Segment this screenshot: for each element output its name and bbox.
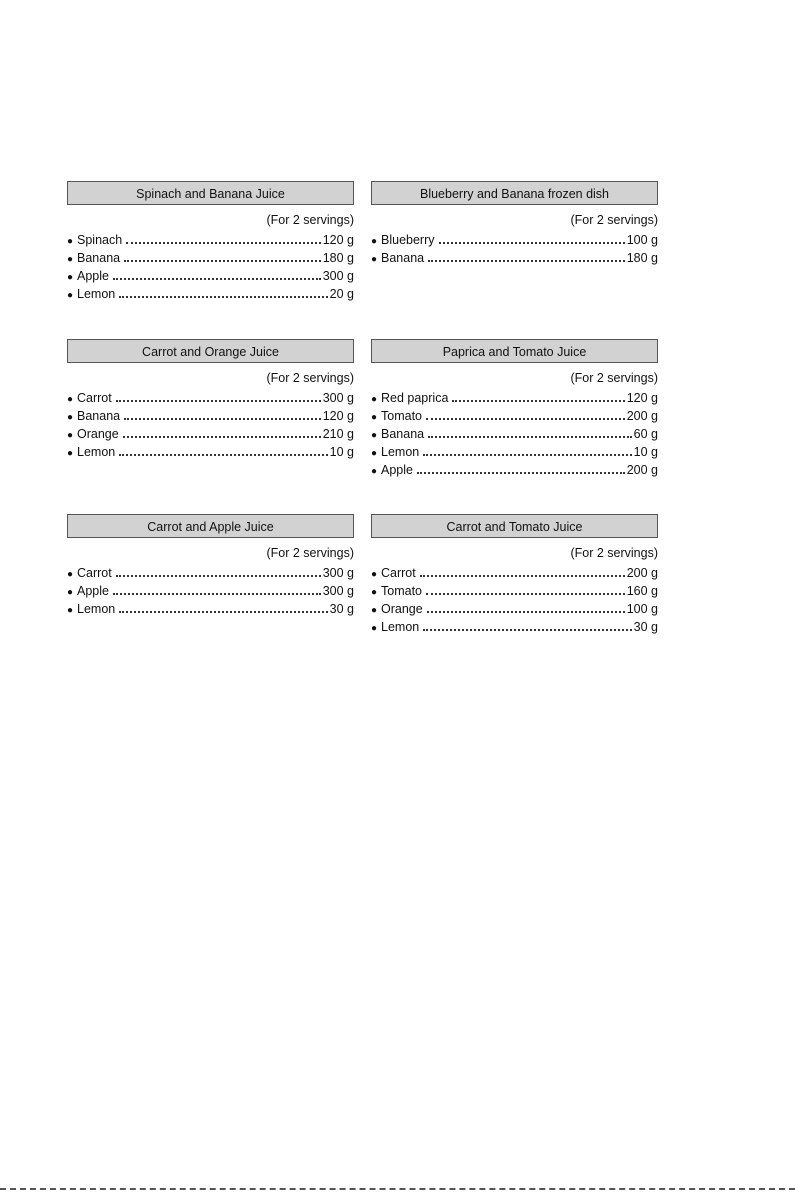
recipe-title: Blueberry and Banana frozen dish — [371, 181, 658, 205]
dot-leader — [439, 241, 625, 244]
dot-leader — [119, 295, 327, 298]
dot-leader — [124, 417, 321, 420]
dot-leader — [428, 259, 625, 262]
bullet-icon: ● — [67, 236, 74, 247]
ingredient-amount: 120 g — [626, 391, 658, 405]
ingredient-item — [371, 584, 658, 602]
bullet-icon: ● — [371, 236, 378, 247]
bullet-icon: ● — [371, 569, 378, 580]
ingredient-name: Carrot — [77, 566, 112, 580]
ingredient-name: Red paprica — [381, 391, 449, 405]
recipe-title: Carrot and Orange Juice — [67, 339, 354, 363]
bullet-icon: ● — [371, 430, 378, 441]
ingredient-name: Orange — [77, 427, 119, 441]
ingredient-item — [67, 233, 354, 251]
ingredient-name: Apple — [381, 463, 413, 477]
recipe-title: Paprica and Tomato Juice — [371, 339, 658, 363]
ingredient-name: Apple — [77, 584, 109, 598]
dot-leader — [124, 259, 321, 262]
ingredient-item — [371, 620, 658, 638]
ingredient-amount: 160 g — [626, 584, 658, 598]
ingredient-amount: 180 g — [626, 251, 658, 265]
servings-note: (For 2 servings) — [266, 371, 354, 385]
servings-note: (For 2 servings) — [266, 546, 354, 560]
ingredient-name: Blueberry — [381, 233, 435, 247]
bullet-icon: ● — [371, 254, 378, 265]
dot-leader — [420, 574, 625, 577]
bullet-icon: ● — [67, 290, 74, 301]
servings-note: (For 2 servings) — [266, 213, 354, 227]
bullet-icon: ● — [67, 254, 74, 265]
bullet-icon: ● — [371, 412, 378, 423]
ingredient-item — [371, 391, 658, 409]
dot-leader — [452, 399, 624, 402]
recipe-card — [371, 181, 658, 269]
ingredient-name: Tomato — [381, 584, 422, 598]
ingredient-name: Banana — [77, 409, 121, 423]
ingredient-item — [67, 287, 354, 305]
ingredient-name: Lemon — [77, 287, 116, 301]
ingredient-name: Banana — [77, 251, 121, 265]
bullet-icon: ● — [67, 412, 74, 423]
ingredient-amount: 200 g — [626, 409, 658, 423]
ingredient-list — [67, 233, 354, 305]
ingredient-name: Carrot — [77, 391, 112, 405]
ingredient-item — [371, 463, 658, 481]
ingredient-name: Tomato — [381, 409, 422, 423]
dot-leader — [116, 574, 321, 577]
ingredient-item — [371, 409, 658, 427]
dot-leader — [428, 435, 632, 438]
dot-leader — [113, 592, 321, 595]
ingredient-item — [371, 566, 658, 584]
bullet-icon: ● — [67, 569, 74, 580]
recipe-card — [67, 339, 354, 463]
bullet-icon: ● — [371, 448, 378, 459]
ingredient-amount: 300 g — [322, 584, 354, 598]
page-bottom-rule — [0, 1188, 795, 1190]
ingredient-item — [371, 427, 658, 445]
ingredient-name: Lemon — [381, 620, 420, 634]
ingredient-amount: 100 g — [626, 233, 658, 247]
dot-leader — [423, 628, 631, 631]
bullet-icon: ● — [67, 272, 74, 283]
ingredient-item — [67, 269, 354, 287]
ingredient-amount: 180 g — [322, 251, 354, 265]
ingredient-amount: 30 g — [633, 620, 658, 634]
dot-leader — [126, 241, 321, 244]
bullet-icon: ● — [67, 448, 74, 459]
dot-leader — [426, 417, 625, 420]
dot-leader — [113, 277, 321, 280]
ingredient-item — [67, 391, 354, 409]
ingredient-amount: 300 g — [322, 269, 354, 283]
ingredient-amount: 120 g — [322, 409, 354, 423]
ingredient-amount: 10 g — [633, 445, 658, 459]
recipe-title: Spinach and Banana Juice — [67, 181, 354, 205]
ingredient-amount: 210 g — [322, 427, 354, 441]
ingredient-item — [371, 251, 658, 269]
bullet-icon: ● — [371, 466, 378, 477]
ingredient-name: Orange — [381, 602, 423, 616]
ingredient-amount: 120 g — [322, 233, 354, 247]
recipe-card — [371, 514, 658, 638]
recipe-card — [371, 339, 658, 481]
ingredient-item — [371, 602, 658, 620]
dot-leader — [427, 610, 625, 613]
ingredient-item — [67, 409, 354, 427]
ingredient-name: Carrot — [381, 566, 416, 580]
ingredient-item — [67, 602, 354, 620]
ingredient-list — [67, 566, 354, 620]
ingredient-list — [371, 566, 658, 638]
bullet-icon: ● — [371, 587, 378, 598]
ingredient-item — [371, 445, 658, 463]
bullet-icon: ● — [67, 587, 74, 598]
recipe-title: Carrot and Apple Juice — [67, 514, 354, 538]
recipe-card — [67, 181, 354, 305]
ingredient-amount: 20 g — [329, 287, 354, 301]
ingredient-amount: 10 g — [329, 445, 354, 459]
dot-leader — [123, 435, 321, 438]
ingredient-item — [67, 445, 354, 463]
dot-leader — [426, 592, 625, 595]
servings-note: (For 2 servings) — [570, 371, 658, 385]
ingredient-amount: 300 g — [322, 566, 354, 580]
bullet-icon: ● — [67, 394, 74, 405]
ingredient-item — [67, 251, 354, 269]
ingredient-amount: 60 g — [633, 427, 658, 441]
ingredient-item — [67, 427, 354, 445]
dot-leader — [116, 399, 321, 402]
ingredient-amount: 200 g — [626, 566, 658, 580]
ingredient-amount: 100 g — [626, 602, 658, 616]
bullet-icon: ● — [67, 605, 74, 616]
ingredient-name: Apple — [77, 269, 109, 283]
ingredient-list — [371, 391, 658, 481]
bullet-icon: ● — [371, 623, 378, 634]
ingredient-name: Lemon — [381, 445, 420, 459]
ingredient-name: Lemon — [77, 445, 116, 459]
ingredient-list — [371, 233, 658, 269]
dot-leader — [423, 453, 631, 456]
ingredient-list — [67, 391, 354, 463]
ingredient-item — [67, 584, 354, 602]
ingredient-amount: 200 g — [626, 463, 658, 477]
bullet-icon: ● — [371, 605, 378, 616]
ingredient-name: Banana — [381, 251, 425, 265]
ingredient-name: Lemon — [77, 602, 116, 616]
recipe-card — [67, 514, 354, 620]
ingredient-name: Banana — [381, 427, 425, 441]
dot-leader — [119, 453, 327, 456]
ingredient-item — [67, 566, 354, 584]
dot-leader — [417, 471, 625, 474]
ingredient-amount: 30 g — [329, 602, 354, 616]
bullet-icon: ● — [67, 430, 74, 441]
ingredient-name: Spinach — [77, 233, 123, 247]
ingredient-amount: 300 g — [322, 391, 354, 405]
dot-leader — [119, 610, 327, 613]
servings-note: (For 2 servings) — [570, 546, 658, 560]
ingredient-item — [371, 233, 658, 251]
servings-note: (For 2 servings) — [570, 213, 658, 227]
bullet-icon: ● — [371, 394, 378, 405]
recipe-title: Carrot and Tomato Juice — [371, 514, 658, 538]
